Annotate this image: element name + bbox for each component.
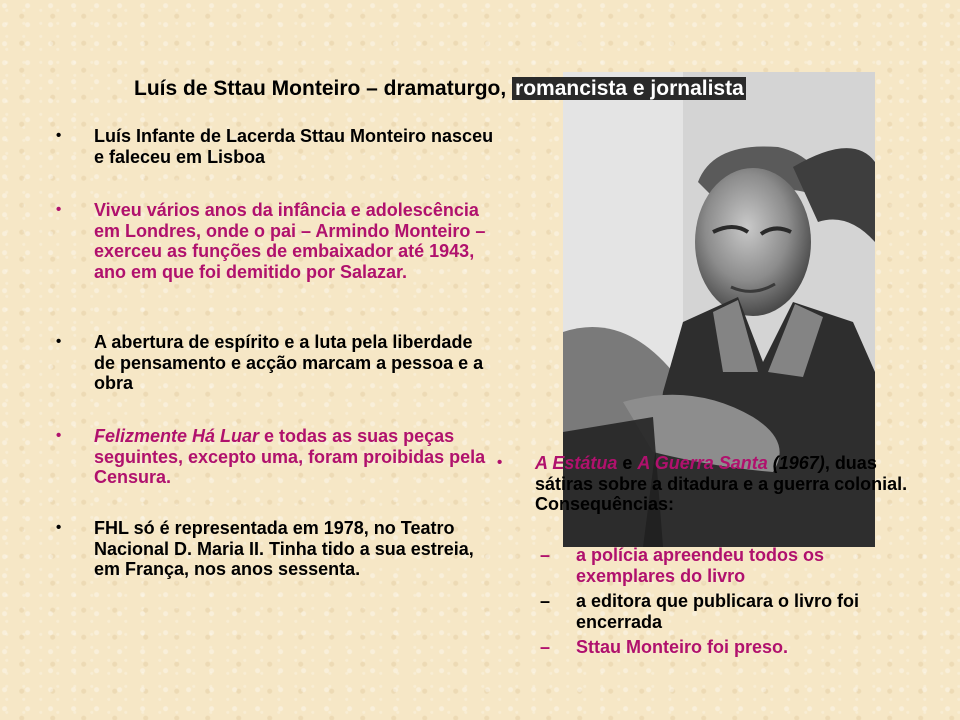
list-item xyxy=(540,637,900,658)
consequence-text: Sttau Monteiro foi preso. xyxy=(576,637,789,657)
conjunction-text: e xyxy=(617,453,638,473)
consequence-text: a editora que publicara o livro foi encerrada xyxy=(576,591,860,632)
dash-icon: – xyxy=(540,545,551,565)
bullet-icon: • xyxy=(497,454,503,471)
bullet-text-rest: , duas sátiras sobre a ditadura e a guerra colonial. Consequências: xyxy=(535,453,908,514)
title-text: Luís de Sttau Monteiro – dramaturgo, xyxy=(134,77,513,100)
bullet-icon: • xyxy=(56,427,62,444)
bullet-icon: • xyxy=(56,519,62,536)
bullet-text-rest: e todas as suas peças seguintes, excepto uma, foram proibidas pela Censura. xyxy=(94,426,486,487)
slide-title xyxy=(134,76,854,102)
bullet-text xyxy=(94,426,496,488)
list-item xyxy=(540,545,900,586)
right-bullet xyxy=(497,453,917,515)
bullet-icon: • xyxy=(56,333,62,350)
work-title-2: A Guerra Santa xyxy=(637,453,768,473)
play-title: Felizmente Há Luar xyxy=(94,426,260,446)
list-item xyxy=(56,200,496,282)
bullet-text: Luís Infante de Lacerda Sttau Monteiro nasceu e faleceu em Lisboa xyxy=(94,126,494,167)
bullet-icon: • xyxy=(56,201,62,218)
list-item xyxy=(56,426,496,488)
bullet-text: FHL só é representada em 1978, no Teatro Nacional D. Maria II. Tinha tido a sua estreia, em França, nos anos sessenta. xyxy=(94,518,474,579)
list-item xyxy=(56,126,496,167)
dash-icon: – xyxy=(540,637,551,657)
bullet-text xyxy=(535,453,917,515)
bullet-text: Viveu vários anos da infância e adolescência em Londres, onde o pai – Armindo Monteiro – exerceu as funções de embaixador até 1943, ano em que foi demitido por Salazar. xyxy=(94,200,486,282)
dash-icon: – xyxy=(540,591,551,611)
list-item xyxy=(56,518,496,580)
list-item xyxy=(56,332,496,394)
year-text: (1967) xyxy=(767,453,825,473)
title-highlighted-text: romancista e jornalista xyxy=(512,77,746,100)
consequence-text: a polícia apreendeu todos os exemplares do livro xyxy=(576,545,825,586)
list-item xyxy=(540,591,900,632)
bullet-icon: • xyxy=(56,127,62,144)
work-title-1: A Estátua xyxy=(535,453,618,473)
bullet-text: A abertura de espírito e a luta pela liberdade de pensamento e acção marcam a pessoa e a obra xyxy=(94,332,484,393)
